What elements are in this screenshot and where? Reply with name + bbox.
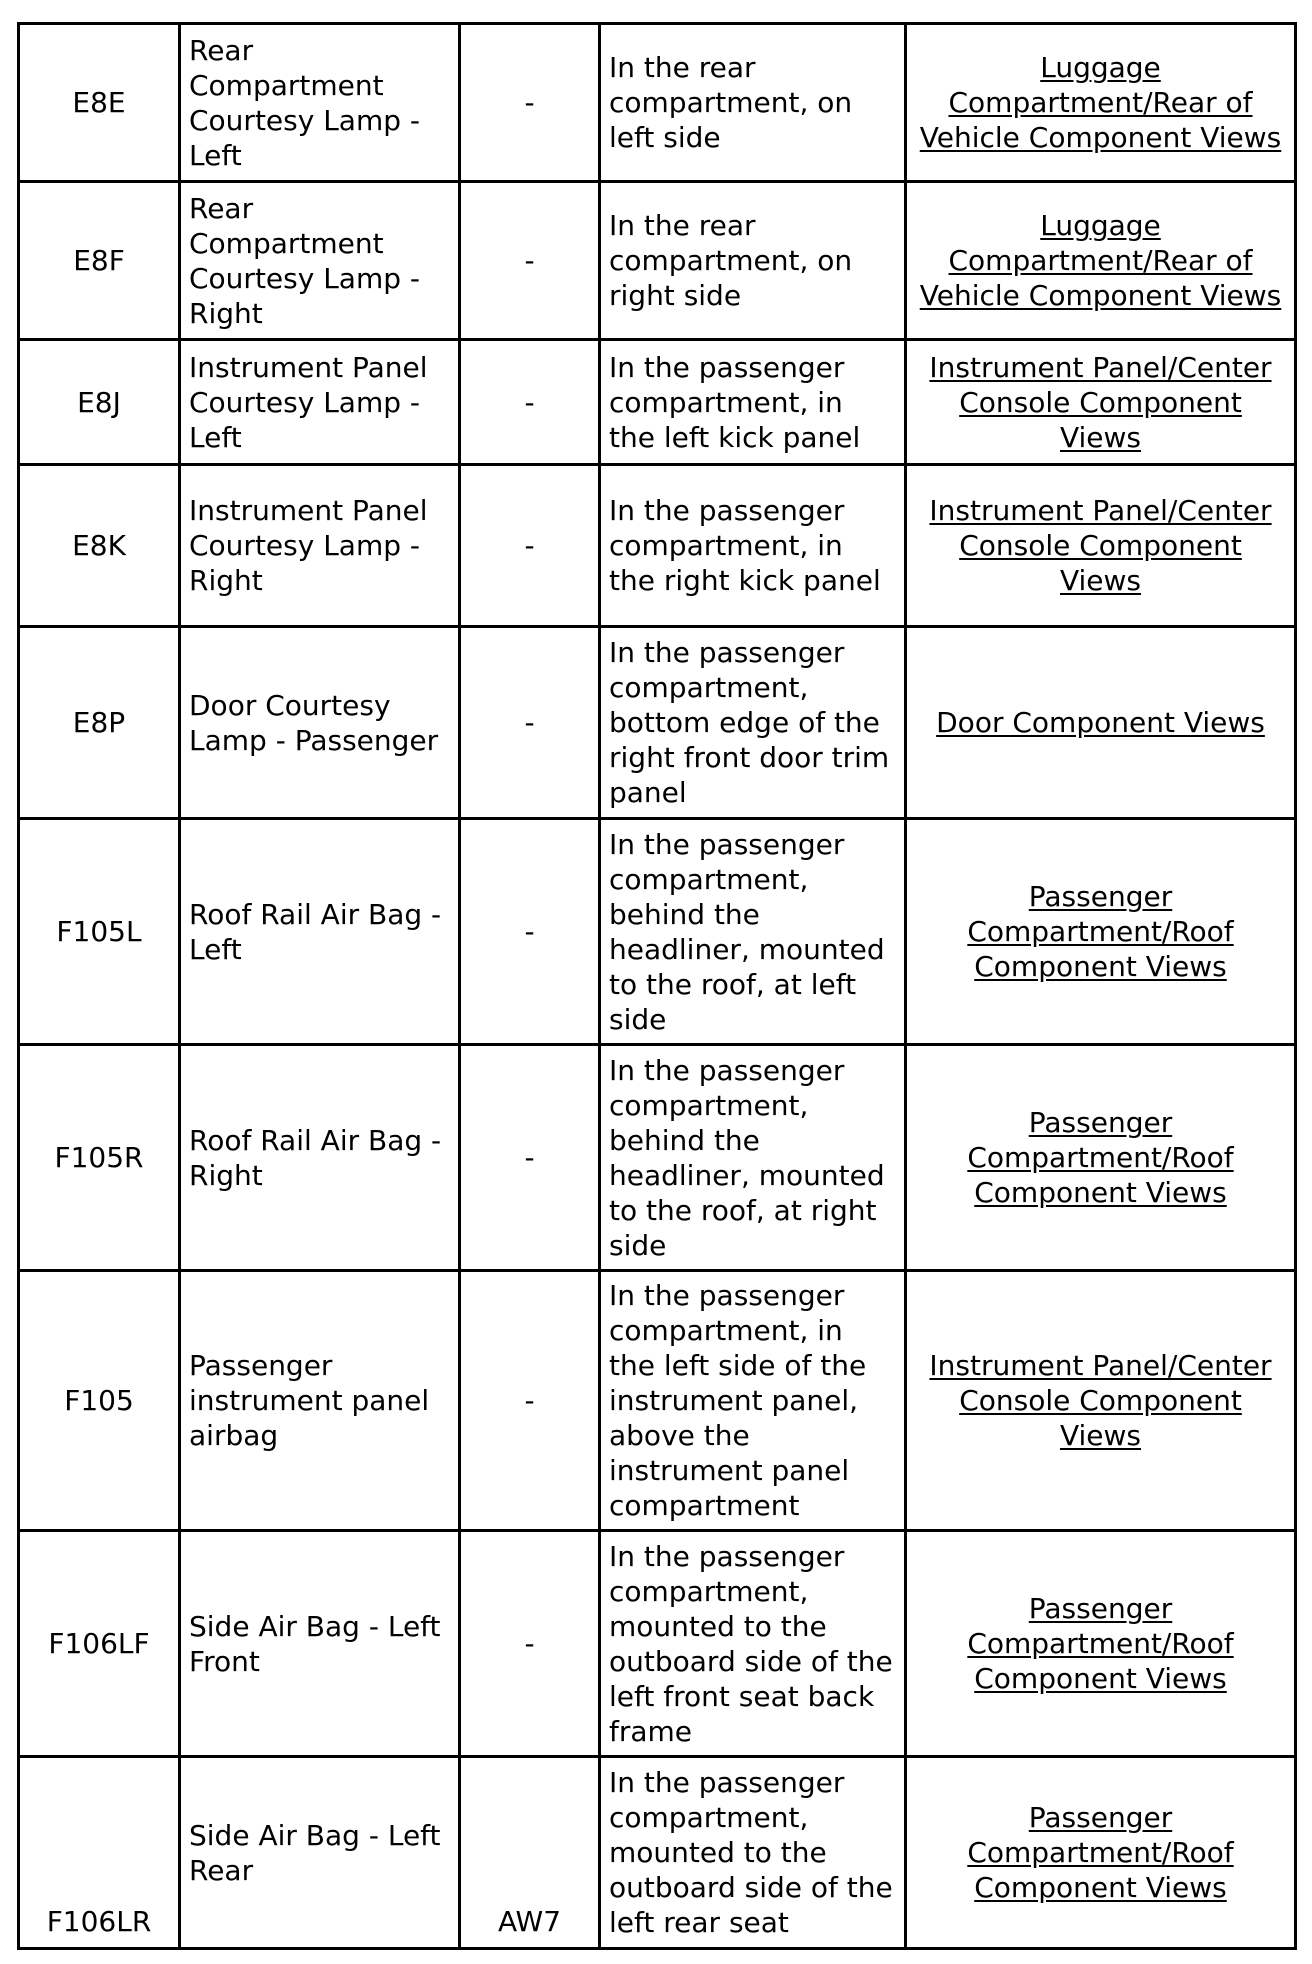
component-view-link-line: Compartment/Rear of [948,244,1253,277]
component-view-link-line: Luggage [1040,51,1161,84]
location-line: compartment, in [609,385,843,419]
component-name-cell [180,1045,460,1271]
option-code-cell [460,819,600,1045]
component-code-cell [19,340,180,465]
option-code-cell [460,182,600,340]
component-view-link-line: Console Component [959,529,1242,562]
component-name-line: Rear [189,1853,254,1887]
component-name-line: Right [189,296,263,330]
component-view-link-line: Console Component [959,385,1242,419]
option-code-cell [460,1757,600,1949]
component-view-link-line: Compartment/Roof [967,1141,1234,1174]
component-view-link-line: Passenger [1028,880,1173,913]
component-code: E8P [72,706,126,739]
component-code: E8F [73,244,125,277]
component-view-link-line: Compartment/Roof [967,915,1234,948]
component-name-line: Left [189,138,242,172]
table-body [19,24,1296,1949]
component-code: F105R [54,1141,144,1174]
table-row [19,465,1296,627]
location-line: compartment, on [609,86,853,119]
component-view-link-line: Compartment/Roof [967,1627,1234,1660]
option-code-cell [460,1531,600,1757]
component-name-line: instrument panel [189,1384,430,1417]
component-view-link-line: Luggage [1040,209,1161,242]
component-code: E8E [72,86,126,119]
component-name-line: Right [189,1158,263,1192]
component-name-cell [180,1271,460,1531]
component-name-line: Compartment [189,226,384,260]
location-line: compartment, [609,1088,809,1122]
option-code: - [524,915,535,948]
component-view-link-line: Compartment/Roof [967,1836,1234,1869]
component-code-cell [19,1045,180,1271]
location-line: In the passenger [609,636,845,669]
component-view-cell [906,1271,1296,1531]
component-name-line: Courtesy Lamp - [189,103,421,137]
component-view-link-line: Console Component [959,1384,1242,1417]
component-code: F105 [64,1384,134,1417]
component-code-cell [19,1531,180,1757]
component-view-link-line: Passenger [1028,1801,1173,1834]
location-cell [600,819,906,1045]
component-view-link-line: Passenger [1028,1106,1173,1139]
option-code: - [524,529,535,562]
table-row [19,340,1296,465]
component-name-line: Courtesy Lamp - [189,261,421,295]
component-view-link-line: Views [1059,420,1142,454]
option-code: - [524,1384,535,1417]
option-code: - [524,385,535,419]
location-line: side [609,1228,667,1262]
location-line: left front seat back [609,1679,875,1713]
component-name-line: Front [189,1644,260,1678]
component-code: E8J [77,385,121,419]
component-name-line: Courtesy Lamp - [189,529,421,562]
location-line: to the roof, at left [609,967,857,1001]
component-view-link-line: Vehicle Component Views [919,279,1282,312]
location-line: right side [609,279,742,312]
location-line: to the roof, at right [609,1193,877,1227]
component-name-line: Door Courtesy [189,688,391,722]
component-name-line: Passenger [189,1349,333,1382]
component-view-link-line: Component Views [974,1662,1227,1695]
table-row [19,627,1296,819]
component-view-link-line: Instrument Panel/Center [929,494,1272,527]
component-name-line: Lamp - Passenger [189,723,439,757]
component-view-link-line: Passenger [1028,1592,1173,1625]
component-name-cell [180,24,460,182]
table-row [19,24,1296,182]
location-line: compartment, [609,671,809,704]
location-cell [600,1045,906,1271]
component-name-cell [180,819,460,1045]
component-code: F105L [56,915,142,948]
component-name-line: Instrument Panel [189,350,428,384]
component-code: F106LR [46,1905,152,1938]
table-row [19,182,1296,340]
location-line: In the passenger [609,1766,845,1799]
component-view-cell [906,182,1296,340]
location-line: panel [609,776,687,809]
location-line: headliner, mounted [609,1158,885,1192]
location-line: frame [609,1714,693,1748]
location-cell [600,465,906,627]
component-view-link[interactable] [929,494,1271,597]
location-line: mounted to the [609,1609,827,1643]
component-view-link-line: Vehicle Component Views [919,121,1282,154]
location-line: behind the [609,1123,760,1157]
component-name-line: Side Air Bag - Left [189,1609,441,1643]
location-cell [600,1757,906,1949]
component-code: E8K [72,529,126,562]
component-view-link[interactable] [967,1801,1233,1904]
location-line: side [609,1002,667,1036]
component-view-link[interactable] [967,880,1233,983]
location-line: above the [609,1419,750,1452]
option-code-cell [460,340,600,465]
component-view-cell [906,465,1296,627]
component-name-line: Left [189,932,242,966]
option-code: - [524,706,535,739]
component-view-link[interactable] [929,351,1271,454]
component-view-link-line: Component Views [974,1871,1227,1904]
component-name-cell [180,465,460,627]
component-name-cell [180,627,460,819]
option-code-cell [460,465,600,627]
option-code: - [524,1627,535,1660]
component-view-link-line: Component Views [974,950,1227,983]
component-name-cell [180,182,460,340]
component-name-line: Roof Rail Air Bag - [189,897,442,931]
component-view-link-line: Compartment/Rear of [948,86,1253,119]
component-code-cell [19,24,180,182]
location-line: outboard side of the [609,1871,893,1904]
location-line: headliner, mounted [609,932,885,966]
location-line: instrument panel [609,1454,850,1487]
table-row [19,1757,1296,1949]
component-view-link[interactable] [936,706,1265,739]
component-view-link[interactable] [967,1592,1233,1695]
location-line: compartment, [609,862,809,896]
location-line: compartment, [609,1574,809,1608]
component-name-cell [180,340,460,465]
option-code-cell [460,627,600,819]
location-line: In the passenger [609,1279,845,1312]
location-cell [600,1531,906,1757]
option-code-cell [460,1271,600,1531]
location-line: In the passenger [609,827,845,861]
component-code-cell [19,627,180,819]
component-code-cell [19,1757,180,1949]
table-row [19,819,1296,1045]
location-line: In the passenger [609,494,845,527]
location-line: compartment, on [609,244,853,277]
location-cell [600,182,906,340]
location-line: In the rear [609,51,756,84]
component-view-link-line: Instrument Panel/Center [929,350,1272,384]
component-code-cell [19,1271,180,1531]
location-line: compartment, [609,1801,809,1834]
location-line: left side [609,121,721,154]
table-row [19,1271,1296,1531]
component-name-cell [180,1531,460,1757]
component-view-link[interactable] [929,1349,1271,1452]
component-view-cell [906,1045,1296,1271]
component-view-link-line: Component Views [974,1176,1227,1209]
component-view-cell [906,819,1296,1045]
component-name-line: Instrument Panel [189,494,428,527]
component-view-link-line: Views [1059,564,1142,597]
component-code-cell [19,819,180,1045]
location-line: outboard side of the [609,1644,893,1678]
component-view-link-line: Views [1059,1419,1142,1452]
component-view-link-line: Door Component Views [936,706,1265,739]
location-cell [600,627,906,819]
table-row [19,1045,1296,1271]
component-name-line: airbag [189,1419,279,1452]
option-code: AW7 [497,1905,562,1938]
option-code: - [524,1141,535,1174]
location-line: mounted to the [609,1836,827,1869]
component-view-link-line: Instrument Panel/Center [929,1349,1272,1382]
location-line: compartment [609,1489,800,1522]
location-line: behind the [609,897,760,931]
location-line: the right kick panel [609,564,881,597]
option-code: - [524,244,535,277]
location-line: In the rear [609,209,756,242]
component-code: F106LF [48,1627,150,1660]
location-cell [600,340,906,465]
component-view-link[interactable] [920,209,1282,312]
component-view-cell [906,627,1296,819]
component-view-cell [906,1531,1296,1757]
option-code-cell [460,24,600,182]
component-name-line: Compartment [189,68,384,102]
component-name-line: Roof Rail Air Bag - [189,1123,442,1157]
component-name-line: Side Air Bag - Left [189,1818,441,1852]
component-view-link[interactable] [967,1106,1233,1209]
location-line: compartment, in [609,529,843,562]
location-line: In the passenger [609,350,845,384]
location-line: compartment, in [609,1314,843,1347]
location-line: In the passenger [609,1053,845,1087]
component-view-cell [906,340,1296,465]
component-name-line: Right [189,564,263,597]
location-line: In the passenger [609,1539,845,1573]
location-line: the left kick panel [609,420,861,454]
location-line: left rear seat [609,1906,789,1939]
component-name-cell [180,1757,460,1949]
location-cell [600,1271,906,1531]
component-code-cell [19,465,180,627]
location-line: right front door trim [609,741,890,774]
component-code-cell [19,182,180,340]
location-line: the left side of the [609,1349,867,1382]
option-code: - [524,86,535,119]
component-name-line: Courtesy Lamp - [189,385,421,419]
component-name-line: Rear [189,33,254,67]
location-line: bottom edge of the [609,706,880,739]
component-locator-table [17,22,1297,1950]
table-row [19,1531,1296,1757]
component-view-cell [906,24,1296,182]
component-name-line: Left [189,420,242,454]
component-view-cell [906,1757,1296,1949]
component-name-line: Rear [189,191,254,225]
location-line: instrument panel, [609,1384,859,1417]
option-code-cell [460,1045,600,1271]
component-view-link[interactable] [920,51,1282,154]
location-cell [600,24,906,182]
